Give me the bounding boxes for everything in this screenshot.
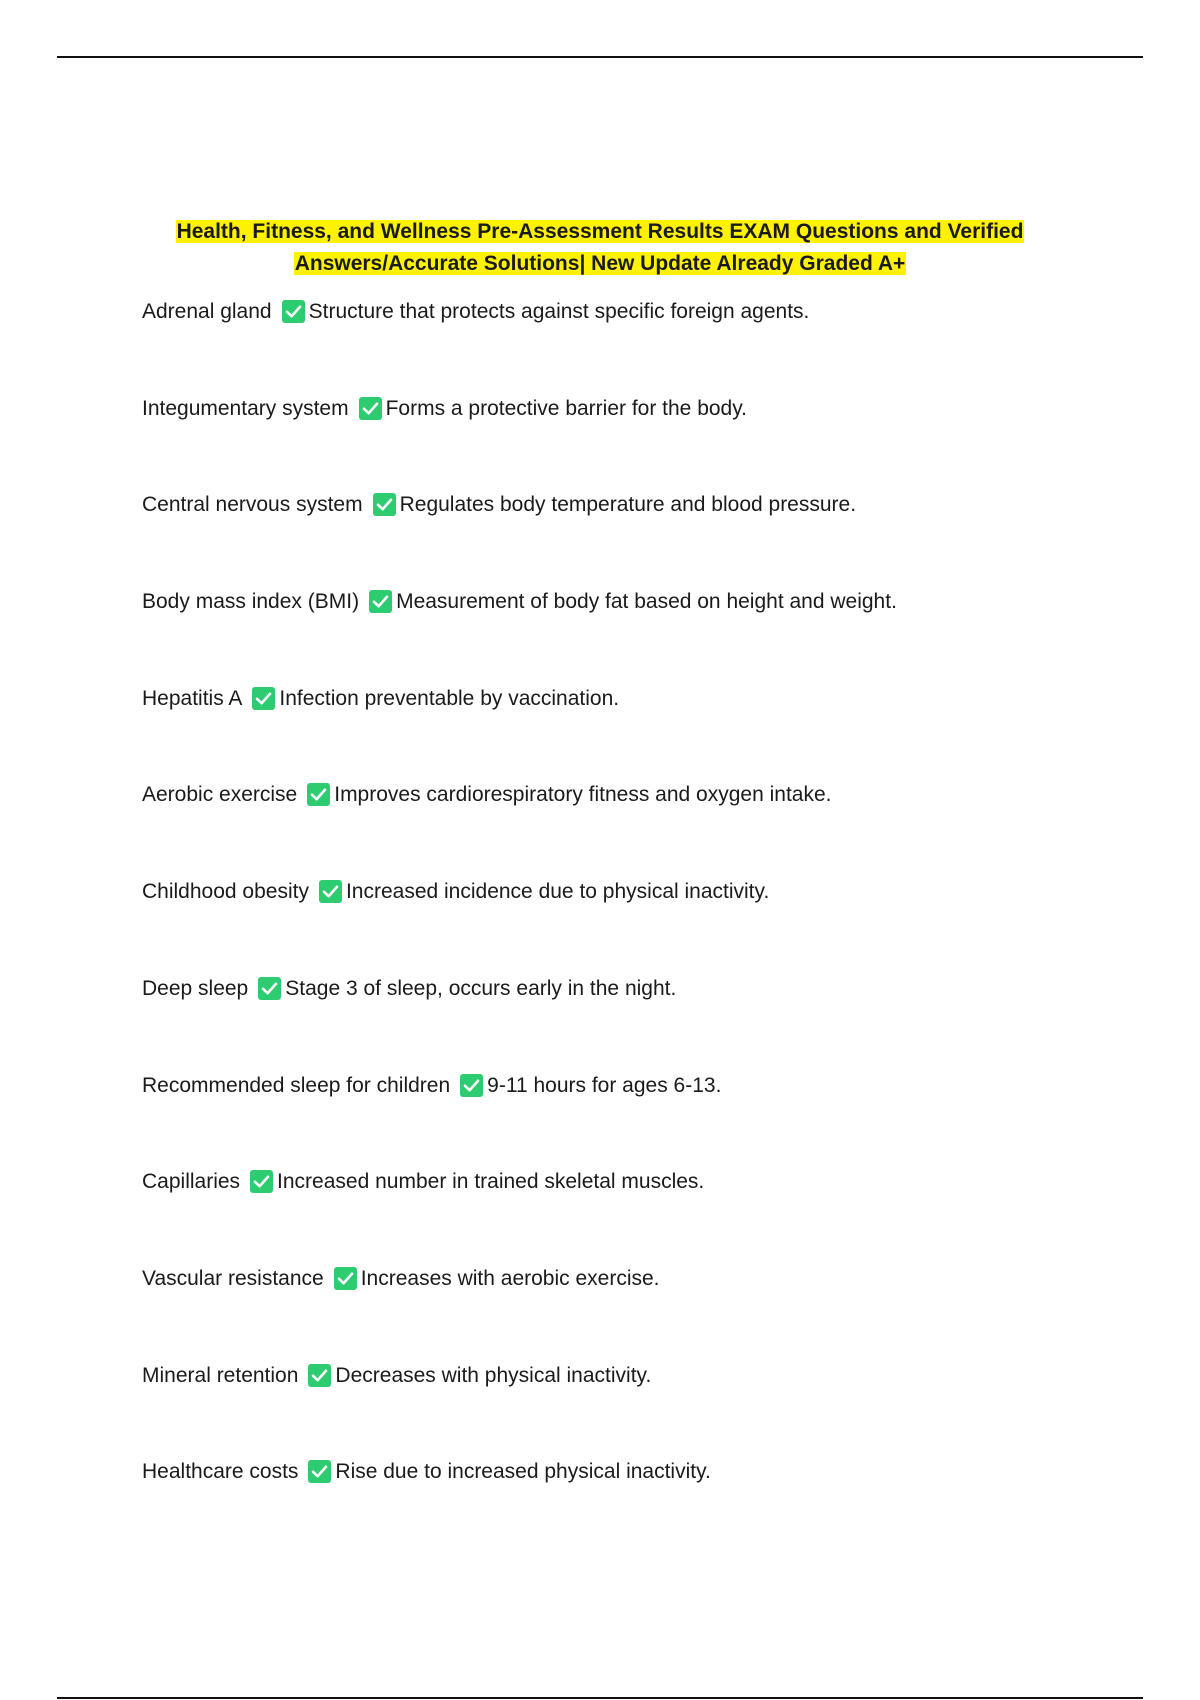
checkmark-box-icon xyxy=(308,1364,331,1387)
item-term: Childhood obesity xyxy=(142,880,309,904)
list-item xyxy=(142,972,1142,1069)
list-item xyxy=(142,1165,1142,1262)
checkmark-box-icon xyxy=(334,1267,357,1290)
item-answer: Stage 3 of sleep, occurs early in the night. xyxy=(285,976,677,1000)
list-item xyxy=(142,585,1142,682)
item-answer: Rise due to increased physical inactivity. xyxy=(335,1460,711,1484)
checkmark-box-icon xyxy=(252,687,275,710)
checkmark-box-icon xyxy=(359,397,382,420)
qa-list xyxy=(142,295,1142,1552)
checkmark-box-icon xyxy=(319,880,342,903)
item-answer: Improves cardiorespiratory fitness and oxygen intake. xyxy=(334,783,832,807)
checkmark-box-icon xyxy=(250,1170,273,1193)
item-answer: Measurement of body fat based on height and weight. xyxy=(396,590,897,614)
item-term: Mineral retention xyxy=(142,1363,299,1387)
item-answer: Infection preventable by vaccination. xyxy=(279,686,620,710)
list-item xyxy=(142,295,1142,392)
item-answer: Structure that protects against specific foreign agents. xyxy=(308,300,810,323)
list-item xyxy=(142,488,1142,585)
list-item xyxy=(142,392,1142,489)
item-answer: 9-11 hours for ages 6-13. xyxy=(487,1073,722,1097)
item-answer: Increased incidence due to physical inactivity. xyxy=(345,880,770,904)
list-item xyxy=(142,778,1142,875)
bottom-rule xyxy=(57,1697,1143,1699)
item-term: Aerobic exercise xyxy=(142,783,298,807)
item-term: Recommended sleep for children xyxy=(142,1073,451,1097)
item-term: Healthcare costs xyxy=(142,1460,299,1484)
list-item xyxy=(142,875,1142,972)
item-term: Deep sleep xyxy=(142,976,249,1000)
item-answer: Regulates body temperature and blood pressure. xyxy=(399,493,857,517)
item-term: Body mass index (BMI) xyxy=(142,590,360,614)
list-item xyxy=(142,1455,1142,1552)
item-term: Adrenal gland xyxy=(142,300,272,323)
top-rule xyxy=(57,56,1143,58)
item-term: Vascular resistance xyxy=(142,1266,324,1290)
item-answer: Increases with aerobic exercise. xyxy=(360,1266,660,1290)
checkmark-box-icon xyxy=(282,300,305,323)
list-item xyxy=(142,1069,1142,1166)
item-term: Integumentary system xyxy=(142,396,349,420)
checkmark-box-icon xyxy=(258,977,281,1000)
item-answer: Forms a protective barrier for the body. xyxy=(385,396,748,420)
checkmark-box-icon xyxy=(369,590,392,613)
checkmark-box-icon xyxy=(373,493,396,516)
list-item xyxy=(142,682,1142,779)
item-answer: Increased number in trained skeletal muscles. xyxy=(277,1170,705,1194)
checkmark-box-icon xyxy=(307,783,330,806)
document-title xyxy=(100,216,1100,280)
item-term: Hepatitis A xyxy=(142,686,243,710)
item-term: Central nervous system xyxy=(142,493,363,517)
item-answer: Decreases with physical inactivity. xyxy=(335,1363,652,1387)
title-line-2: Answers/Accurate Solutions| New Update Already Graded A+ xyxy=(294,252,906,275)
item-term: Capillaries xyxy=(142,1170,241,1194)
title-line-1: Health, Fitness, and Wellness Pre-Assessment Results EXAM Questions and Verified xyxy=(176,220,1024,243)
list-item xyxy=(142,1359,1142,1456)
checkmark-box-icon xyxy=(460,1074,483,1097)
list-item xyxy=(142,1262,1142,1359)
checkmark-box-icon xyxy=(308,1460,331,1483)
